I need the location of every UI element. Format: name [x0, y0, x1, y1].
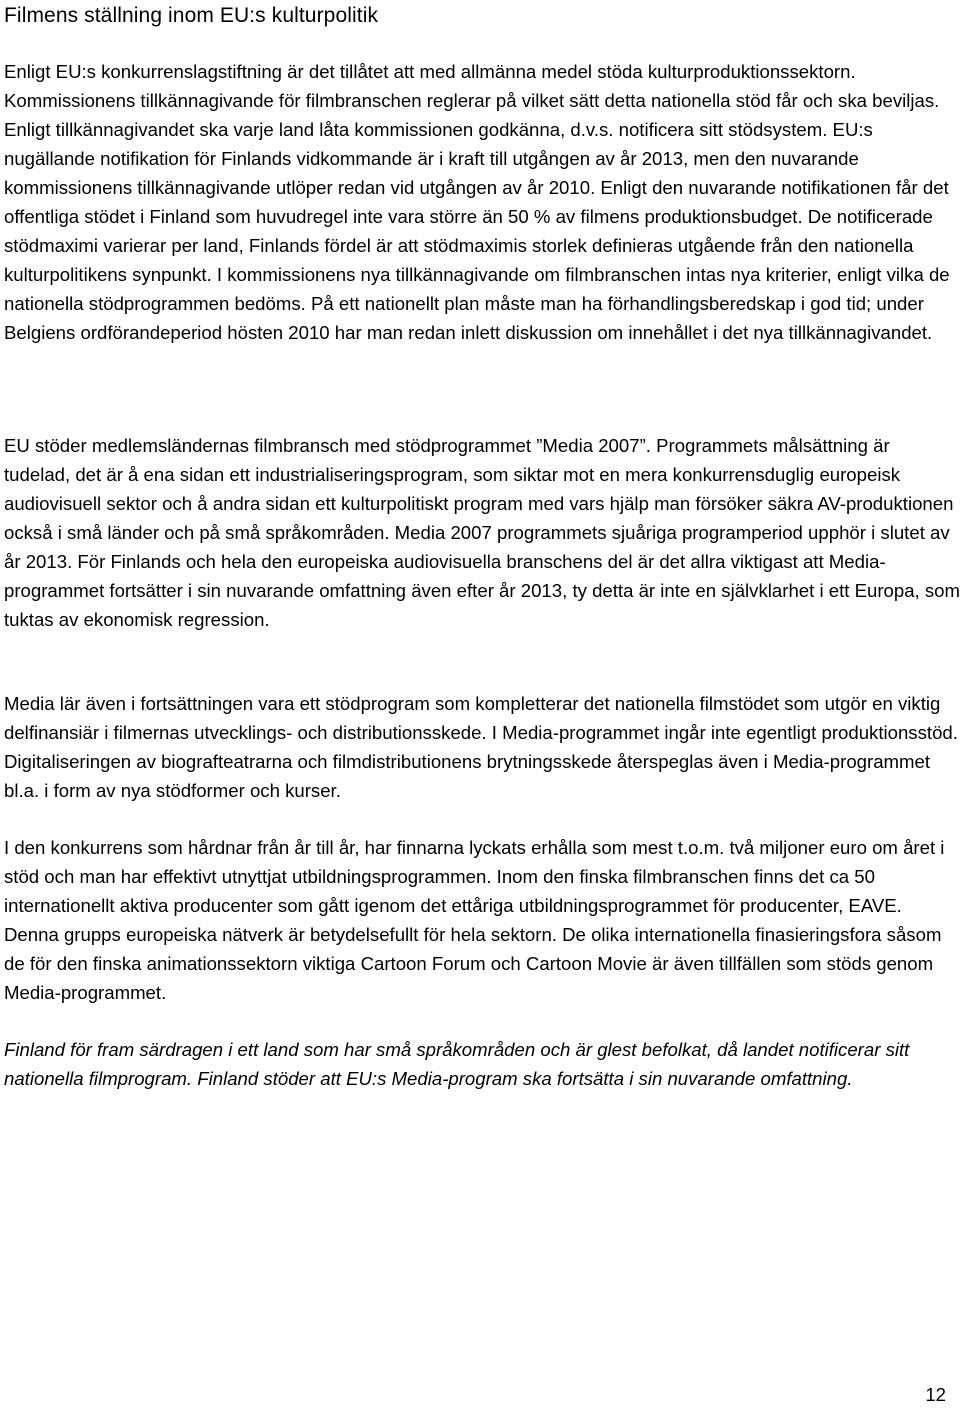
- paragraph-sentence-group-1: Enligt EU:s konkurrenslagstiftning är det tillåtet att med allmänna medel stöda kulturproduktionssektorn. Kommissionens tillkännagivande för filmbranschen reglerar på vilket sätt detta nationella stöd får och ska beviljas. Enligt tillkännagivandet ska varje land låta kommissionen godkänna, d.v.s. notificera sitt stödsystem.: [4, 61, 940, 140]
- paragraph-media-2007: EU stöder medlemsländernas filmbransch med stödprogrammet ”Media 2007”. Programmets målsättning är tudelad, det är å ena sidan ett industrialiseringsprogram, som siktar mot en mera konkurrensduglig europeisk audiovisuell sektor och å andra sidan ett kulturpolitiskt program med vars hjälp man försöker säkra AV-produktionen också i små länder och på små språkområden. Media 2007 programmets sjuåriga programperiod upphör i slutet av år 2013. För Finlands och hela den europeiska audiovisuella branschens del är det allra viktigast att Media-programmet fortsätter i sin nuvarande omfattning även efter år 2013, ty detta är inte en självklarhet i ett Europa, som tuktas av ekonomisk regression.: [4, 435, 960, 630]
- paragraph-sentence-group-2: EU:s nugällande notifikation för Finlands vidkommande är i kraft till utgången av år 2013, men den nuvarande kommissionens tillkännagivande utlöper redan vid utgången av år 2010. Enligt den nuvarande notifikationen får det offentliga stödet i Finland som huvudregel inte vara större än 50 % av filmens produktionsbudget. De notificerade stödmaximi varierar per land, Finlands fördel är att stödmaximis storlek definieras utgående från den nationella kulturpolitikens synpunkt. I kommissionens nya tillkännagivande om filmbranschen intas nya kriterier, enligt vilka de nationella stödprogrammen bedöms. På ett nationellt plan måste man ha förhandlingsberedskap i god tid; under Belgiens ordförandeperiod hösten 2010 har man redan inlett diskussion om innehållet i det nya tillkännagivandet.: [4, 119, 950, 343]
- paragraph-conclusion-italic: Finland för fram särdragen i ett land som har små språkområden och är glest befolkat, då landet notificerar sitt nationella filmprogram. Finland stöder att EU:s Media-program ska fortsätta i sin nuvarande omfattning.: [4, 1039, 910, 1089]
- page-number: 12: [925, 1384, 946, 1405]
- document-title: Filmens ställning inom EU:s kulturpolitik: [4, 4, 379, 27]
- paragraph-competition-funding: I den konkurrens som hårdnar från år till år, har finnarna lyckats erhålla som mest t.o.m. två miljoner euro om året i stöd och man har effektivt utnyttjat utbildningsprogrammen. Inom den finska filmbranschen finns det ca 50 internationellt aktiva producenter som gått igenom det ettåriga utbildningsprogrammet för producenter, EAVE. Denna grupps europeiska nätverk är betydelsefullt för hela sektorn. De olika internationella finasieringsfora såsom de för den finska animationssektorn viktiga Cartoon Forum och Cartoon Movie är även tillfällen som stöds genom Media-programmet.: [4, 837, 945, 1003]
- paragraph-eu-competition-law: [4, 57, 960, 347]
- paragraph-media-complement: Media lär även i fortsättningen vara ett stödprogram som kompletterar det nationella filmstödet som utgör en viktig delfinansiär i filmernas utvecklings- och distributionsskede. I Media-programmet ingår inte egentligt produktionsstöd. Digitaliseringen av biografteatrarna och filmdistributionens brytningsskede återspeglas även i Media-programmet bl.a. i form av nya stödformer och kurser.: [4, 693, 958, 801]
